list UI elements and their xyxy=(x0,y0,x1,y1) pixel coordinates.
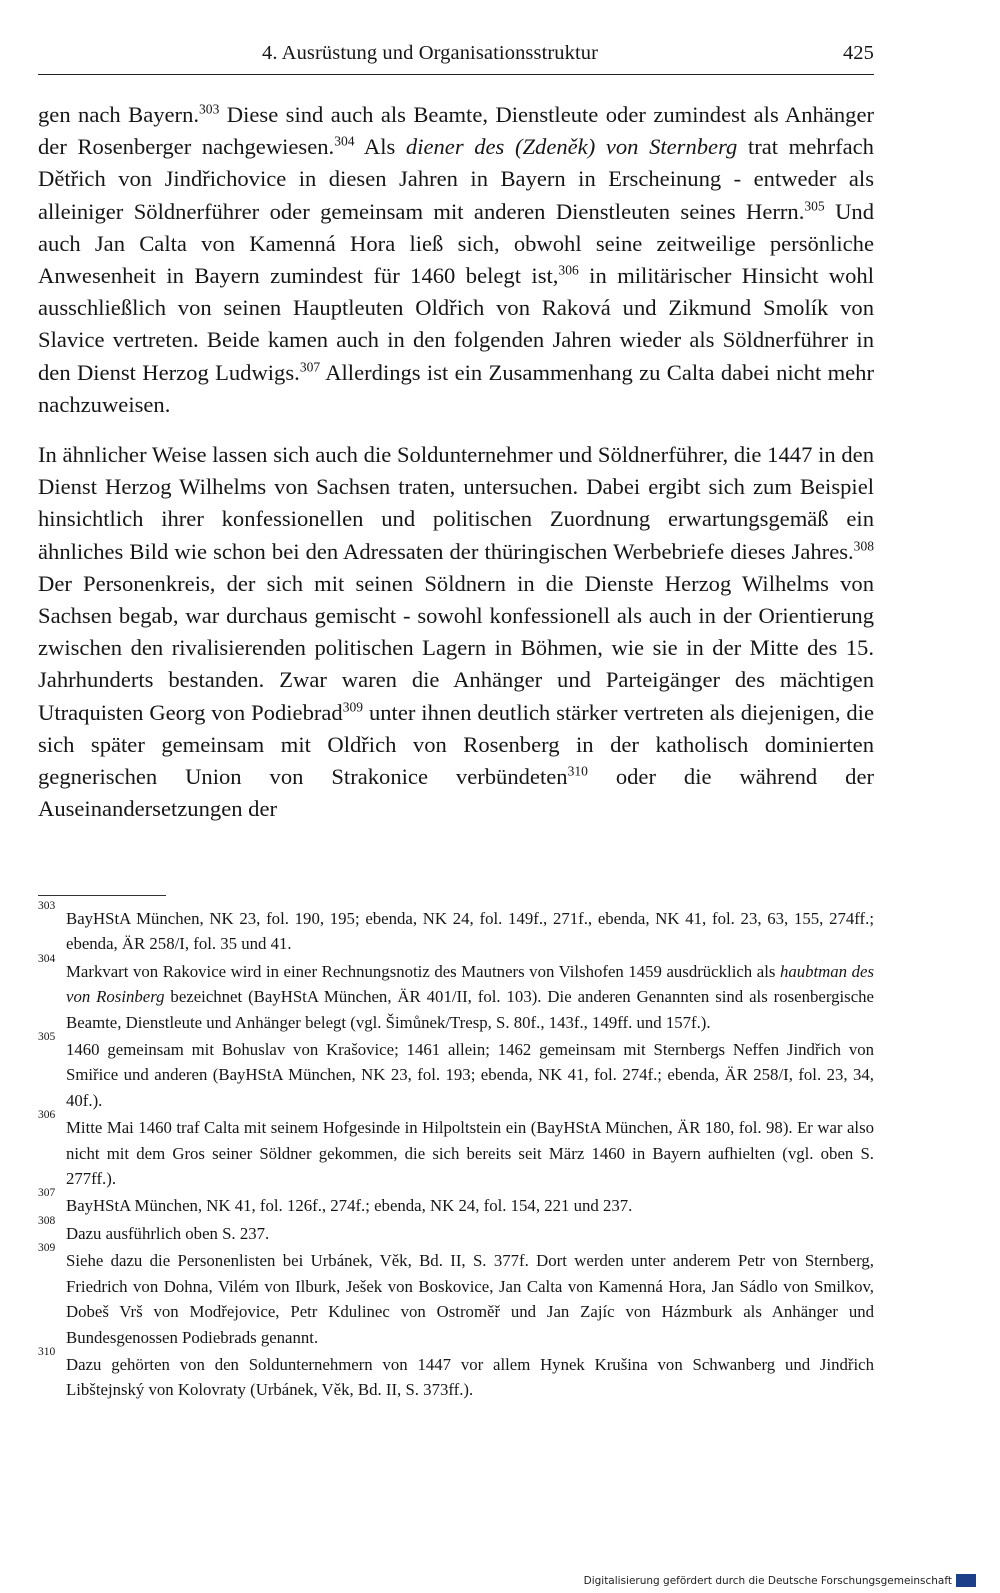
footnote xyxy=(38,1242,874,1350)
paragraph-2 xyxy=(38,439,874,825)
footnote-ref-303: 303 xyxy=(199,101,220,117)
footnote-number: 305 xyxy=(38,1031,56,1044)
running-head-title: 4. Ausrüstung und Organisationsstruktur xyxy=(262,42,599,64)
footnote-italic-quote: haubtman des von Rosinberg xyxy=(66,961,874,1007)
text-run: oder die während der Auseinandersetzungen der xyxy=(38,764,875,822)
footnote-ref-304: 304 xyxy=(334,133,355,149)
text-run: Als xyxy=(354,134,406,160)
text-run: gen nach Bayern. xyxy=(38,102,200,127)
footnote-text: Dazu gehörten von den Soldunternehmern von 1447 vor allem Hynek Krušina von Schwanberg und Jindřich Libštejnský von Kolovraty (Urbánek, Věk, Bd. II, S. 373ff.). xyxy=(66,1354,874,1400)
footnote-ref-309: 309 xyxy=(342,699,364,715)
paragraph-1 xyxy=(38,99,874,421)
footnote-text: Markvart von Rakovice wird in einer Rechnungsnotiz des Mautners von Vilshofen 1459 ausdrücklich als xyxy=(66,961,780,981)
text-run: trat mehrfach Dětřich von Jindřichovice in diesen Jahren in Bayern in Erscheinung - entweder als alleiniger Söldnerführer oder gemeinsam mit anderen Dienstleuten seines Herrn. xyxy=(38,134,874,224)
text-run: Und auch Jan Calta von Kamenná Hora ließ sich, obwohl seine zeitweilige persönliche Anwesenheit in Bayern zumindest für 1460 belegt ist, xyxy=(38,198,874,289)
text-run: Der Personenkreis, der sich mit seinen Söldnern in die Dienste Herzog Wilhelms von Sachsen begab, war durchaus gemischt - sowohl konfessionell als auch in der Orientierung zwischen den rivalisierenden politischen Lagern in Böhmen, wie sie in der Mitte des 15. Jahrhunderts bestanden. Zwar waren die Anhänger und Parteigänger des mächtigen Utraquisten Georg von Podiebrad xyxy=(38,570,874,725)
footnote-ref-310: 310 xyxy=(567,763,588,779)
footnote-text: Siehe dazu die Personenlisten bei Urbánek, Věk, Bd. II, S. 377f. Dort werden unter anderem Petr von Sternberg, Friedrich von Dohna, Vilém von Ilburk, Ješek von Boskovice, Jan Calta von Kamenná Hora, Jan Sádlo von Smilkov, Dobeš Vrš von Modřejovice, Petr Kdulinec von Ostroměř und Jan Zajíc von Házmburk als Anhänger und Bundesgenossen Podiebrads genannt. xyxy=(66,1251,874,1347)
footnote-ref-308: 308 xyxy=(853,538,874,554)
footnote xyxy=(38,1345,874,1403)
footnote-number: 310 xyxy=(38,1345,56,1358)
footnote-ref-307: 307 xyxy=(299,359,321,375)
footnote xyxy=(38,1187,874,1218)
footnote-text: Mitte Mai 1460 traf Calta mit seinem Hofgesinde in Hilpoltstein ein (BayHStA München, ÄR 180, fol. 98). Er war also nicht mit dem Gros seiner Söldner gekommen, die sich bereits seit März 1460 in Bayern aufhielten (vgl. oben S. 277ff.). xyxy=(66,1118,874,1189)
footnote xyxy=(38,1109,874,1191)
italic-quote: diener des (Zdeněk) von Sternberg xyxy=(405,134,738,160)
text-run: unter ihnen deutlich stärker vertreten als diejenigen, die sich später gemeinsam mit Oldřich von Rosenberg in der katholisch dominierten gegnerischen Union von Strakonice verbündeten xyxy=(38,699,874,790)
footnote-number: 306 xyxy=(38,1109,56,1122)
footnotes xyxy=(38,900,874,1405)
dfg-logo xyxy=(956,1574,976,1587)
footnote xyxy=(38,952,874,1035)
footnote-text: 1460 gemeinsam mit Bohuslav von Krašovice; 1461 allein; 1462 gemeinsam mit Sternbergs Neffen Jindřich von Smiřice und anderen (BayHStA München, NK 23, fol. 193; ebenda, NK 41, fol. 274f.; ebenda, ÄR 258/I, fol. 23, 34, 40f.). xyxy=(66,1040,874,1110)
text-run: In ähnlicher Weise lassen sich auch die Soldunternehmer und Söldnerführer, die 1447 in den Dienst Herzog Wilhelms von Sachsen traten, untersuchen. Dabei ergibt sich zum Beispiel hinsichtlich ihrer konfessionellen und politischen Zuordnung erwartungsgemäß ein ähnliches Bild wie schon bei den Adressaten der thüringischen Werbebriefe dieses Jahres. xyxy=(38,442,874,564)
footnote-ref-305: 305 xyxy=(804,198,825,214)
footnote-text: Dazu ausführlich oben S. 237. xyxy=(66,1223,270,1243)
footnote-number: 309 xyxy=(38,1242,56,1255)
text-run: in militärischer Hinsicht wohl ausschließlich von seinen Hauptleuten Oldřich von Raková und Zikmund Smolík von Slavice vertreten. Beide kamen auch in den folgenden Jahren wieder als Söldnerführer in den Dienst Herzog Ludwigs. xyxy=(38,263,874,385)
text-run: Diese sind auch als Beamte, Dienstleute oder zumindest als Anhänger der Rosenberger nachgewiesen. xyxy=(38,102,874,160)
footnote-number: 308 xyxy=(38,1214,56,1227)
digitization-credit xyxy=(584,1574,976,1587)
credit-text: Digitalisierung gefördert durch die Deutsche Forschungsgemeinschaft xyxy=(583,1574,952,1587)
text-run: Allerdings ist ein Zusammenhang zu Calta dabei nicht mehr nachzuweisen. xyxy=(38,359,874,417)
footnote xyxy=(38,1031,874,1113)
footnote-number: 303 xyxy=(38,900,56,912)
footnote-text: BayHStA München, NK 23, fol. 190, 195; ebenda, NK 24, fol. 149f., 271f., ebenda, NK 41, fol. 23, 63, 155, 274ff.; ebenda, ÄR 258/I, fol. 35 und 41. xyxy=(66,909,874,954)
footnote-ref-306: 306 xyxy=(558,262,579,278)
footnote-text: bezeichnet (BayHStA München, ÄR 401/II, fol. 103). Die anderen Genannten sind als rosenbergische Beamte, Dienstleute und Anhänger belegt (vgl. Šimůnek/Tresp, S. 80f., 143f., 149ff. und 157f.). xyxy=(66,987,874,1032)
page-number: 425 xyxy=(842,42,874,64)
footnote-separator xyxy=(38,895,166,896)
footnote xyxy=(38,900,874,957)
footnote-text: BayHStA München, NK 41, fol. 126f., 274f.; ebenda, NK 24, fol. 154, 221 und 237. xyxy=(66,1196,633,1216)
footnote-number: 304 xyxy=(38,952,56,965)
footnote xyxy=(38,1214,874,1246)
running-head xyxy=(38,38,874,75)
body-text xyxy=(38,99,874,825)
footnote-number: 307 xyxy=(38,1187,56,1200)
